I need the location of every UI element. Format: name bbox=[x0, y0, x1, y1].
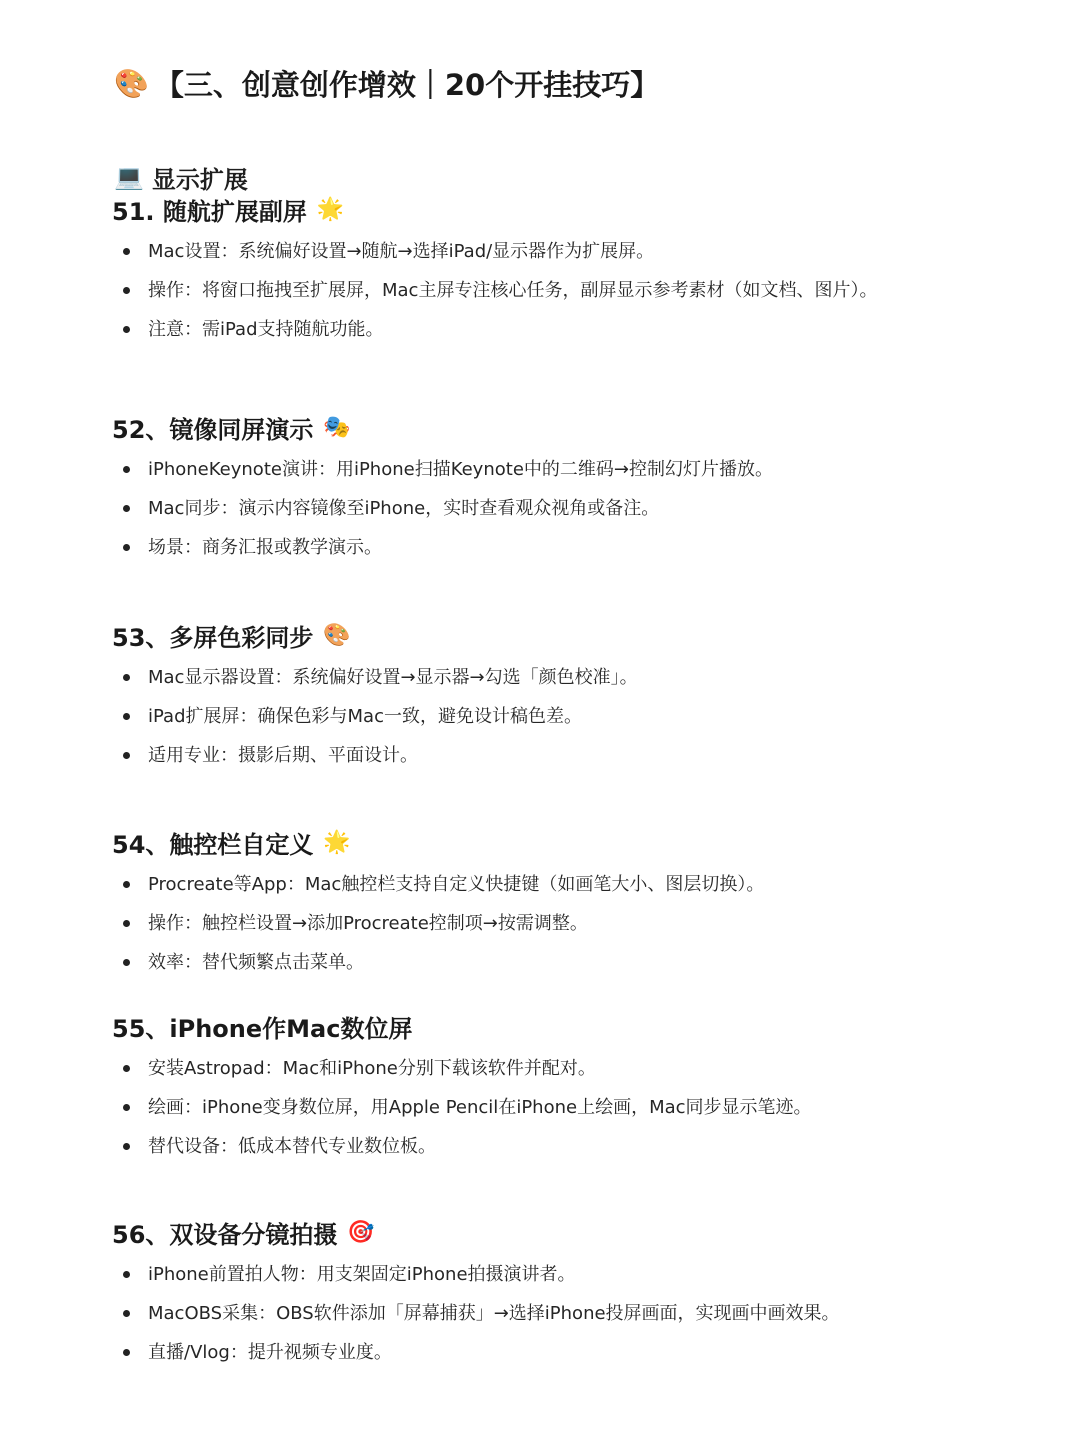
section-54 bbox=[112, 823, 764, 982]
bullet-list bbox=[112, 865, 764, 982]
list-item: Mac同步：演示内容镜像至iPhone，实时查看观众视角或备注。 bbox=[112, 489, 773, 528]
section-heading bbox=[112, 616, 638, 654]
section-heading bbox=[112, 823, 764, 861]
section-heading-text: 53、多屏色彩同步 bbox=[112, 623, 314, 652]
list-item: 直播/Vlog：提升视频专业度。 bbox=[112, 1333, 840, 1372]
bullet-list bbox=[112, 1255, 840, 1372]
list-item: iPhone前置拍人物：用支架固定iPhone拍摄演讲者。 bbox=[112, 1255, 840, 1294]
section-52 bbox=[112, 408, 773, 567]
list-item: 注意：需iPad支持随航功能。 bbox=[112, 310, 877, 349]
list-item: Mac设置：系统偏好设置→随航→选择iPad/显示器作为扩展屏。 bbox=[112, 232, 877, 271]
list-item: Mac显示器设置：系统偏好设置→显示器→勾选「颜色校准」。 bbox=[112, 658, 638, 697]
bullet-list bbox=[112, 450, 773, 567]
list-item: 绘画：iPhone变身数位屏，用Apple Pencil在iPhone上绘画，Mac同步显示笔迹。 bbox=[112, 1088, 812, 1127]
section-heading bbox=[112, 408, 773, 446]
section-heading bbox=[112, 190, 877, 228]
section-heading-text: 55、iPhone作Mac数位屏 bbox=[112, 1014, 413, 1043]
target-icon: 🎯 bbox=[347, 1219, 375, 1245]
section-heading bbox=[112, 1007, 812, 1045]
section-51 bbox=[112, 190, 877, 349]
list-item: Procreate等App：Mac触控栏支持自定义快捷键（如画笔大小、图层切换）。 bbox=[112, 865, 764, 904]
list-item: iPad扩展屏：确保色彩与Mac一致，避免设计稿色差。 bbox=[112, 697, 638, 736]
palette-icon: 🎨 bbox=[114, 66, 149, 100]
section-heading-text: 51. 随航扩展副屏 bbox=[112, 197, 307, 226]
theater-masks-icon: 🎭 bbox=[323, 414, 351, 440]
list-item: 适用专业：摄影后期、平面设计。 bbox=[112, 736, 638, 775]
list-item: 安装Astropad：Mac和iPhone分别下载该软件并配对。 bbox=[112, 1049, 812, 1088]
list-item: 替代设备：低成本替代专业数位板。 bbox=[112, 1127, 812, 1166]
palette-icon: 🎨 bbox=[323, 622, 351, 648]
category-heading-text: 显示扩展 bbox=[151, 165, 248, 194]
bullet-list bbox=[112, 232, 877, 349]
list-item: 场景：商务汇报或教学演示。 bbox=[112, 528, 773, 567]
list-item: 操作：触控栏设置→添加Procreate控制项→按需调整。 bbox=[112, 904, 764, 943]
bullet-list bbox=[112, 658, 638, 775]
star-icon: 🌟 bbox=[316, 196, 345, 222]
page-title-text: 【三、创意创作增效｜20个开挂技巧】 bbox=[154, 67, 660, 102]
page-title bbox=[114, 60, 659, 106]
bullet-list bbox=[112, 1049, 812, 1166]
section-56 bbox=[112, 1213, 840, 1372]
section-53 bbox=[112, 616, 638, 775]
section-heading-text: 56、双设备分镜拍摄 bbox=[112, 1220, 338, 1249]
section-heading-text: 52、镜像同屏演示 bbox=[112, 415, 314, 444]
list-item: MacOBS采集：OBS软件添加「屏幕捕获」→选择iPhone投屏画面，实现画中画效果。 bbox=[112, 1294, 840, 1333]
star-icon: 🌟 bbox=[323, 829, 351, 855]
computer-icon: 💻 bbox=[114, 163, 144, 191]
section-heading bbox=[112, 1213, 840, 1251]
list-item: 效率：替代频繁点击菜单。 bbox=[112, 943, 764, 982]
list-item: iPhoneKeynote演讲：用iPhone扫描Keynote中的二维码→控制幻灯片播放。 bbox=[112, 450, 773, 489]
section-heading-text: 54、触控栏自定义 bbox=[112, 830, 314, 859]
section-55 bbox=[112, 1007, 812, 1166]
list-item: 操作：将窗口拖拽至扩展屏，Mac主屏专注核心任务，副屏显示参考素材（如文档、图片）。 bbox=[112, 271, 877, 310]
